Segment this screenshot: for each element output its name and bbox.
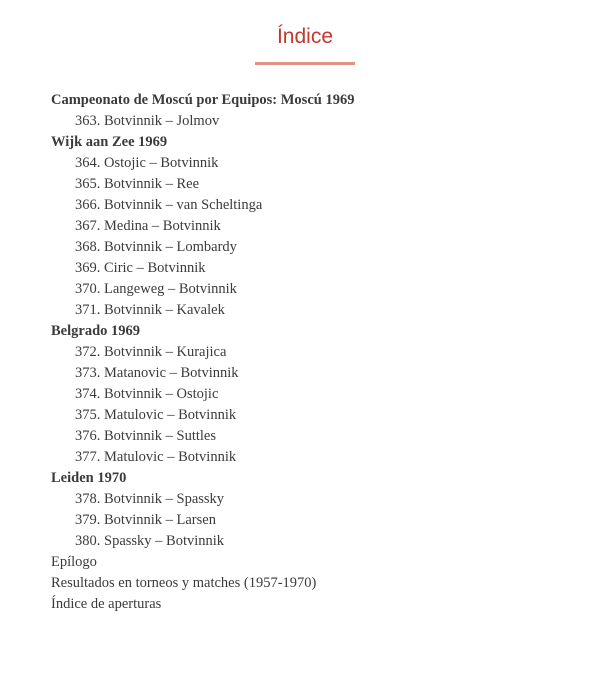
toc-entry[interactable]: 372. Botvinnik – Kurajica (75, 344, 227, 360)
toc-entry[interactable]: 364. Ostojic – Botvinnik (75, 155, 219, 171)
toc-list (51, 90, 590, 615)
toc-entry[interactable]: 365. Botvinnik – Ree (75, 176, 200, 192)
toc-entry[interactable]: 376. Botvinnik – Suttles (75, 428, 216, 444)
toc-entry[interactable]: 366. Botvinnik – van Scheltinga (75, 197, 263, 213)
toc-entry[interactable]: 369. Ciric – Botvinnik (75, 260, 206, 276)
toc-entry[interactable]: 377. Matulovic – Botvinnik (75, 449, 237, 465)
toc-entry[interactable]: Epílogo (51, 554, 97, 570)
toc-entry[interactable]: 363. Botvinnik – Jolmov (75, 113, 220, 129)
toc-entry[interactable]: 380. Spassky – Botvinnik (75, 533, 225, 549)
toc-entry[interactable]: Resultados en torneos y matches (1957-1970) (51, 575, 317, 591)
toc-entry[interactable]: 374. Botvinnik – Ostojic (75, 386, 219, 402)
toc-entry[interactable]: 373. Matanovic – Botvinnik (75, 365, 239, 381)
toc-entry[interactable]: 367. Medina – Botvinnik (75, 218, 221, 234)
toc-page (0, 26, 610, 686)
toc-entry[interactable]: 378. Botvinnik – Spassky (75, 491, 225, 507)
toc-entry[interactable]: Índice de aperturas (51, 596, 162, 612)
title-divider (255, 62, 355, 65)
toc-section-heading[interactable]: Wijk aan Zee 1969 (51, 134, 168, 150)
toc-section-heading[interactable]: Belgrado 1969 (51, 323, 141, 339)
toc-section-heading[interactable]: Leiden 1970 (51, 470, 127, 486)
toc-entry[interactable]: 371. Botvinnik – Kavalek (75, 302, 225, 318)
toc-section-heading[interactable]: Campeonato de Moscú por Equipos: Moscú 1969 (51, 92, 355, 108)
page-title: Índice (276, 25, 334, 48)
toc-entry[interactable]: 375. Matulovic – Botvinnik (75, 407, 237, 423)
toc-entry[interactable]: 379. Botvinnik – Larsen (75, 512, 216, 528)
toc-entry[interactable]: 370. Langeweg – Botvinnik (75, 281, 237, 297)
toc-entry[interactable]: 368. Botvinnik – Lombardy (75, 239, 237, 255)
